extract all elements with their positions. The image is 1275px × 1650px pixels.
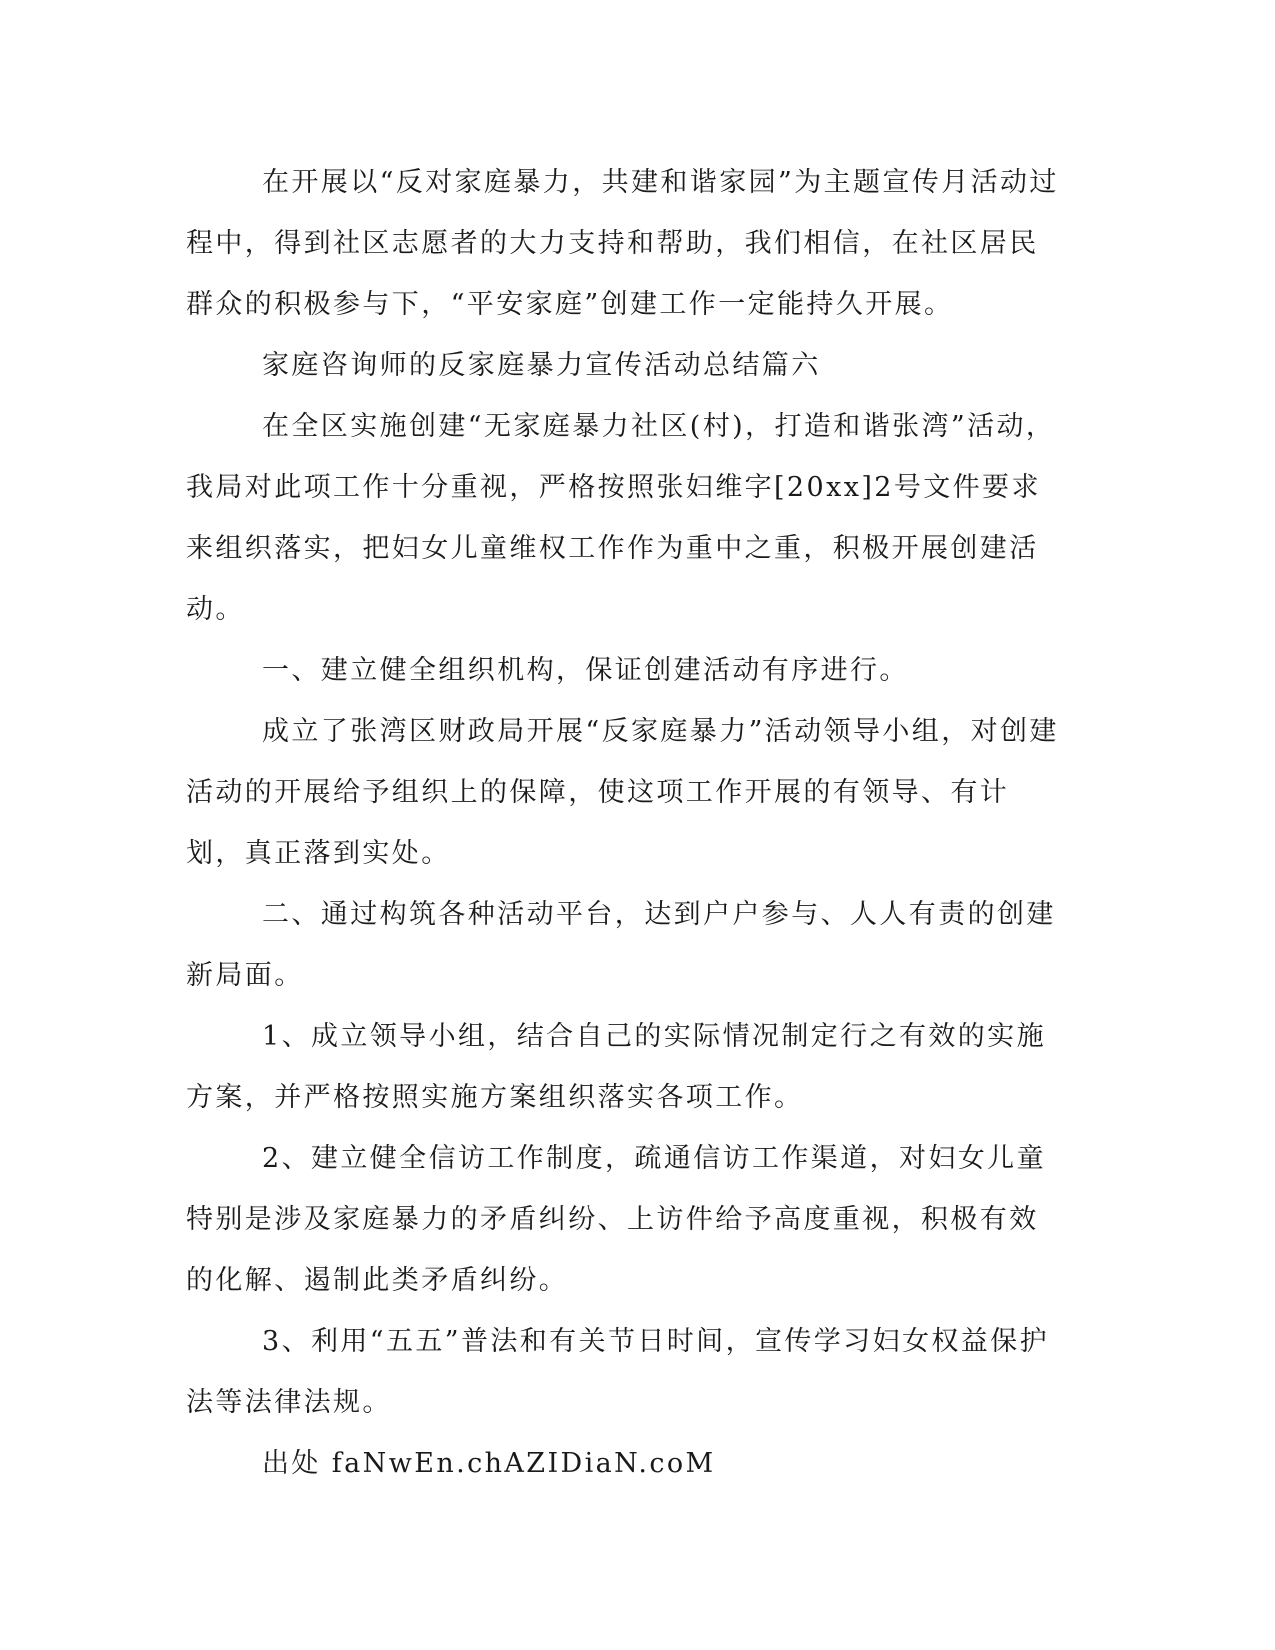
list-item-3: 3、利用“五五”普法和有关节日时间，宣传学习妇女权益保护法等法律法规。 — [186, 1326, 1049, 1418]
document-body — [186, 152, 1066, 1494]
heading-2: 二、通过构筑各种活动平台，达到户户参与、人人有责的创建新局面。 — [186, 899, 1056, 991]
list-item-2: 2、建立健全信访工作制度，疏通信访工作渠道，对妇女儿童特别是涉及家庭暴力的矛盾纠纷、上访件给予高度重视，积极有效的化解、遏制此类矛盾纠纷。 — [186, 1143, 1046, 1296]
paragraph-3: 成立了张湾区财政局开展“反家庭暴力”活动领导小组，对创建活动的开展给予组织上的保障，使这项工作开展的有领导、有计划，真正落到实处。 — [186, 716, 1059, 869]
section-title: 家庭咨询师的反家庭暴力宣传活动总结篇六 — [262, 350, 821, 381]
source-line: 出处 faNwEn.chAZIDiaN.coM — [262, 1448, 716, 1479]
list-item-1: 1、成立领导小组，结合自己的实际情况制定行之有效的实施方案，并严格按照实施方案组织落实各项工作。 — [186, 1021, 1046, 1113]
paragraph-2: 在全区实施创建“无家庭暴力社区(村)，打造和谐张湾”活动，我局对此项工作十分重视，严格按照张妇维字[20xx]2号文件要求来组织落实，把妇女儿童维权工作作为重中之重，积极开展创建活动。 — [186, 411, 1056, 625]
paragraph-1: 在开展以“反对家庭暴力，共建和谐家园”为主题宣传月活动过程中，得到社区志愿者的大力支持和帮助，我们相信，在社区居民群众的积极参与下，“平安家庭”创建工作一定能持久开展。 — [186, 167, 1059, 320]
heading-1: 一、建立健全组织机构，保证创建活动有序进行。 — [262, 655, 909, 686]
